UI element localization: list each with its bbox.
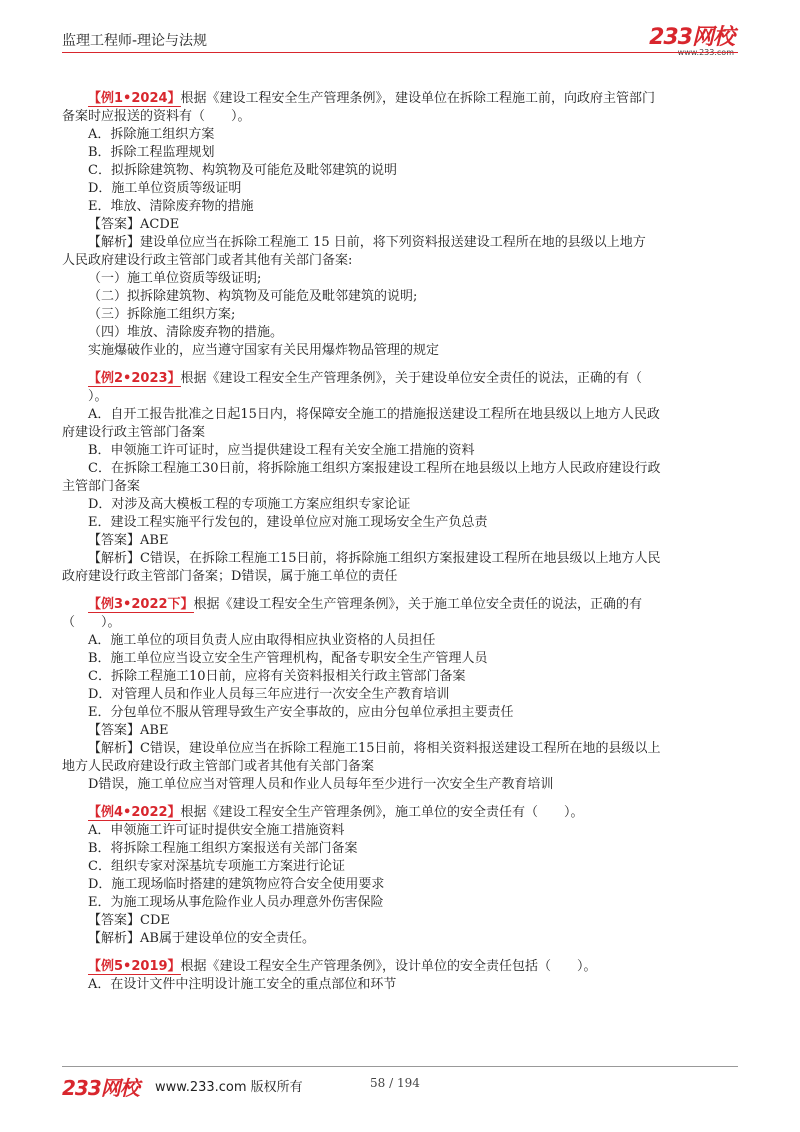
question-3 xyxy=(62,596,742,794)
question-tag: 【例2•2023】 xyxy=(88,371,181,386)
analysis-item: （一）施工单位资质等级证明; xyxy=(88,271,262,286)
option: E．分包单位不服从管理导致生产安全事故的，应由分包单位承担主要责任 xyxy=(88,705,514,720)
analysis: 【解析】建设单位应当在拆除工程施工 15 日前，将下列资料报送建设工程所在地的县级以上地方 xyxy=(88,235,646,250)
analysis-item: （四）堆放、清除废弃物的措施。 xyxy=(88,325,284,340)
option: A．自开工报告批准之日起15日内，将保障安全施工的措施报送建设工程所在地县级以上地方人民政 xyxy=(88,407,660,422)
analysis-item: （三）拆除施工组织方案; xyxy=(88,307,236,322)
analysis-continuation: 地方人民政府建设行政主管部门或者其他有关部门备案 xyxy=(62,759,375,774)
question-4 xyxy=(62,804,742,948)
page-number: 58 / 194 xyxy=(370,1076,420,1090)
stem-line: 根据《建设工程安全生产管理条例》，建设单位在拆除工程施工前，向政府主管部门 xyxy=(180,91,656,106)
question-1 xyxy=(62,90,742,360)
document-body xyxy=(62,90,742,1004)
stem-line: 根据《建设工程安全生产管理条例》，施工单位的安全责任有（ ）。 xyxy=(180,805,584,820)
option: E．堆放、清除废弃物的措施 xyxy=(88,199,254,214)
option: A．申领施工许可证时提供安全施工措施资料 xyxy=(88,823,345,838)
option: A．施工单位的项目负责人应由取得相应执业资格的人员担任 xyxy=(88,633,436,648)
option-continuation: 主管部门备案 xyxy=(62,479,141,494)
analysis: 【解析】AB属于建设单位的安全责任。 xyxy=(88,931,315,946)
option: C．拟拆除建筑物、构筑物及可能危及毗邻建筑的说明 xyxy=(88,163,397,178)
analysis-note: D错误，施工单位应当对管理人员和作业人员每年至少进行一次安全生产教育培训 xyxy=(88,777,554,792)
question-stem xyxy=(62,90,742,108)
analysis-continuation: 政府建设行政主管部门备案；D错误，属于施工单位的责任 xyxy=(62,569,398,584)
answer: 【答案】ACDE xyxy=(88,217,180,232)
option: D．施工单位资质等级证明 xyxy=(88,181,242,196)
question-5 xyxy=(62,958,742,994)
header-divider xyxy=(62,52,738,53)
option: D．对涉及高大模板工程的专项施工方案应组织专家论证 xyxy=(88,497,411,512)
option-continuation: 府建设行政主管部门备案 xyxy=(62,425,206,440)
question-stem xyxy=(62,958,742,976)
analysis-item: （二）拟拆除建筑物、构筑物及可能危及毗邻建筑的说明; xyxy=(88,289,418,304)
logo-text: 233网校 xyxy=(649,25,734,50)
answer: 【答案】ABE xyxy=(88,533,169,548)
logo-subtext: www.233.com xyxy=(677,48,734,57)
option: C．组织专家对深基坑专项施工方案进行论证 xyxy=(88,859,345,874)
option: D．施工现场临时搭建的建筑物应符合安全使用要求 xyxy=(88,877,385,892)
stem-continuation: （ ）。 xyxy=(62,615,121,630)
analysis-continuation: 人民政府建设行政主管部门或者其他有关部门备案: xyxy=(62,253,353,268)
option: C．拆除工程施工10日前，应将有关资料报相关行政主管部门备案 xyxy=(88,669,466,684)
page-header xyxy=(0,0,800,60)
question-stem xyxy=(62,596,742,614)
question-2 xyxy=(62,370,742,586)
option: B．拆除工程监理规划 xyxy=(88,145,215,160)
analysis: 【解析】C错误，建设单位应当在拆除工程施工15日前，将相关资料报送建设工程所在地的县级以上 xyxy=(88,741,661,756)
answer: 【答案】ABE xyxy=(88,723,169,738)
analysis: 【解析】C错误，在拆除工程施工15日前，将拆除施工组织方案报建设工程所在地县级以上地方人民 xyxy=(88,551,661,566)
option: E．建设工程实施平行发包的，建设单位应对施工现场安全生产负总责 xyxy=(88,515,488,530)
stem-line: 根据《建设工程安全生产管理条例》，关于施工单位安全责任的说法，正确的有 xyxy=(193,597,643,612)
answer: 【答案】CDE xyxy=(88,913,170,928)
option: A．拆除施工组织方案 xyxy=(88,127,215,142)
question-tag: 【例3•2022下】 xyxy=(88,597,194,612)
option: B．施工单位应当设立安全生产管理机构，配备专职安全生产管理人员 xyxy=(88,651,488,666)
footer-logo: 233网校 xyxy=(62,1076,139,1100)
analysis-note: 实施爆破作业的，应当遵守国家有关民用爆炸物品管理的规定 xyxy=(88,343,440,358)
question-stem xyxy=(62,804,742,822)
option: D．对管理人员和作业人员每三年应进行一次安全生产教育培训 xyxy=(88,687,450,702)
option: C．在拆除工程施工30日前，将拆除施工组织方案报建设工程所在地县级以上地方人民政府建设行政 xyxy=(88,461,661,476)
option: B．将拆除工程施工组织方案报送有关部门备案 xyxy=(88,841,358,856)
stem-continuation: ）。 xyxy=(88,389,108,404)
page-footer xyxy=(0,1060,800,1132)
option: E．为施工现场从事危险作业人员办理意外伤害保险 xyxy=(88,895,384,910)
question-stem xyxy=(62,370,742,388)
question-tag: 【例5•2019】 xyxy=(88,959,181,974)
option: A．在设计文件中注明设计施工安全的重点部位和环节 xyxy=(88,977,397,992)
footer-copyright: www.233.com 版权所有 xyxy=(155,1080,303,1095)
option: B．申领施工许可证时，应当提供建设工程有关安全施工措施的资料 xyxy=(88,443,475,458)
footer-divider xyxy=(62,1066,738,1067)
question-tag: 【例4•2022】 xyxy=(88,805,181,820)
stem-line: 根据《建设工程安全生产管理条例》，设计单位的安全责任包括（ ）。 xyxy=(180,959,597,974)
stem-continuation: 备案时应报送的资料有（ ）。 xyxy=(62,109,251,124)
stem-line: 根据《建设工程安全生产管理条例》，关于建设单位安全责任的说法，正确的有（ xyxy=(180,371,643,386)
header-title: 监理工程师-理论与法规 xyxy=(62,33,208,49)
question-tag: 【例1•2024】 xyxy=(88,91,181,106)
